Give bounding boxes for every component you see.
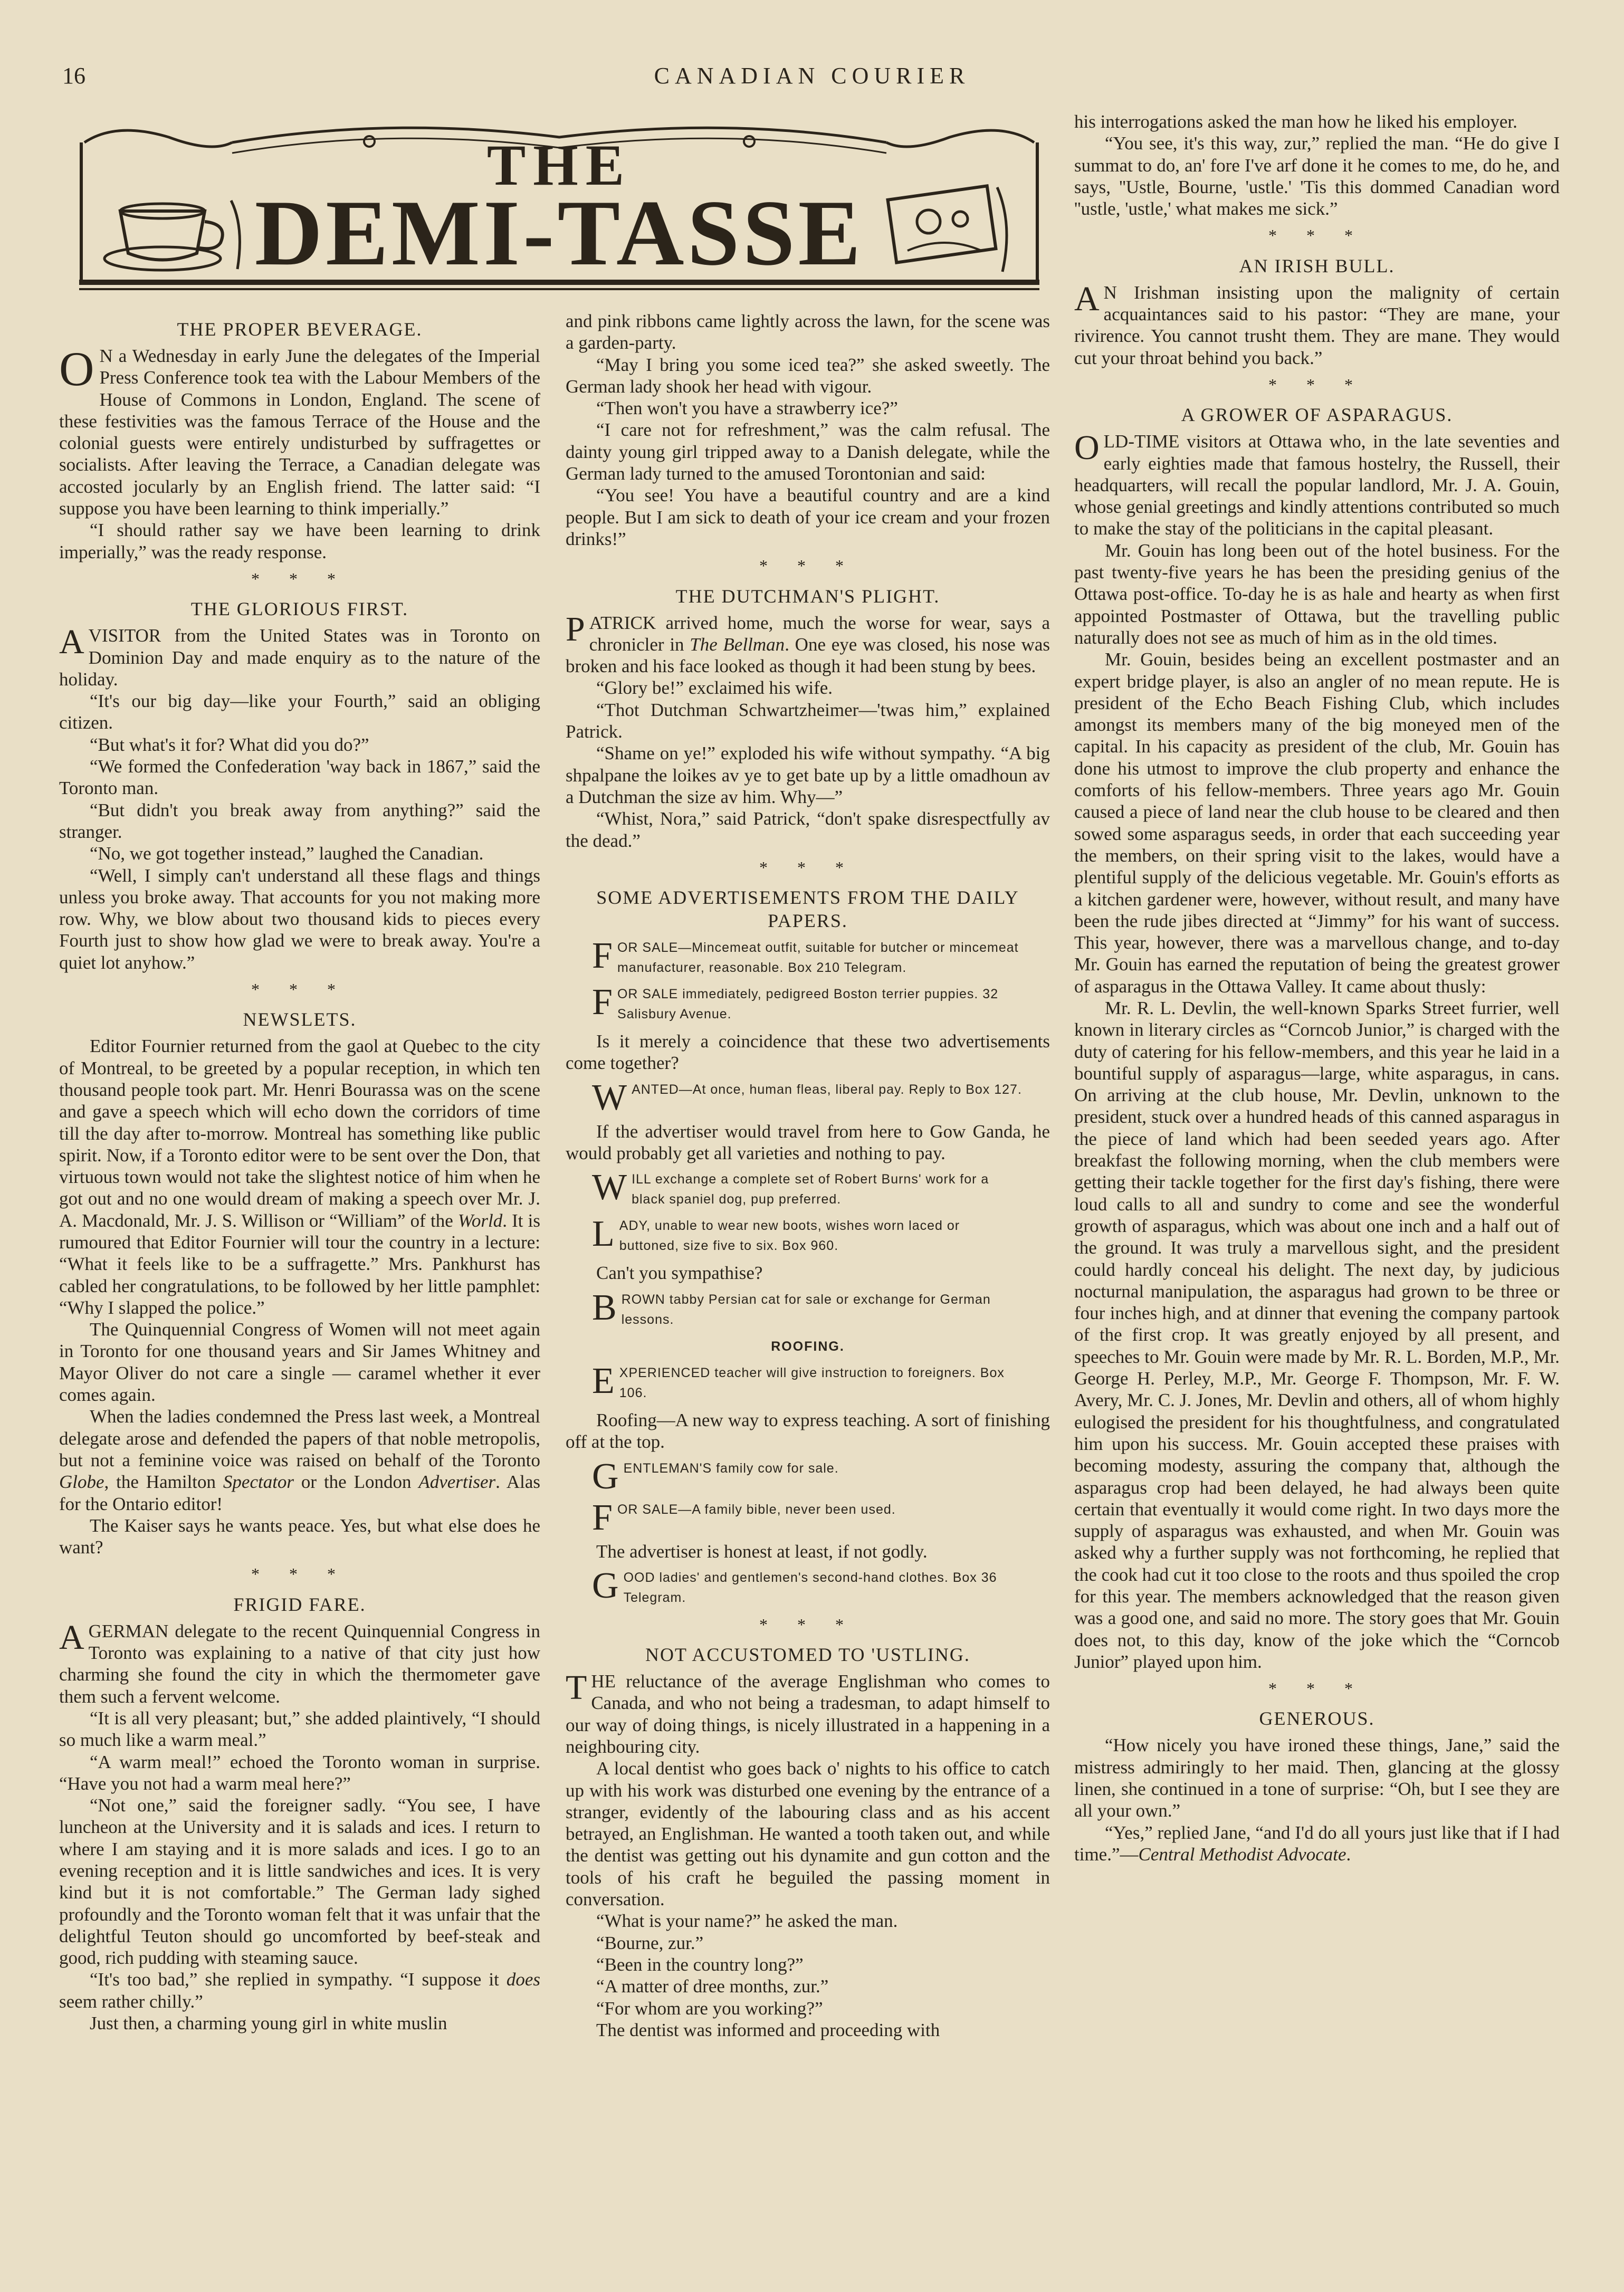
section-title-glorious-first: THE GLORIOUS FIRST. [190, 598, 409, 620]
drop-cap: A [59, 1618, 84, 1657]
section-title-irish-bull: AN IRISH BULL. [1239, 255, 1395, 276]
classified-ad: FOR SALE immediately, pedigreed Boston terrier puppies. 32 Salisbury Avenue. [592, 982, 999, 1023]
paragraph: The Quinquennial Congress of Women will not meet again in Toronto for one thousand years and Sir James Whitney and Mayor Oliver do not care a single — caramel whether it ever comes again. [59, 1319, 540, 1406]
paragraph: “I care not for refreshment,” was the calm refusal. The dainty young girl tripped away to a Danish delegate, while the German lady turned to the amused Torontonian and said: [566, 419, 1050, 484]
paragraph: and pink ribbons came lightly across the lawn, for the scene was a garden-party. [566, 311, 1050, 354]
drop-cap: P [566, 609, 585, 648]
paragraph: O N a Wednesday in early June the delegates of the Imperial Press Conference took tea with the Labour Members of the House of Commons in London, England. The scene of these festivities was the famous Terrace of the House and the colonial guests were entirely undisturbed by suffragettes or socialists. After leaving the Terrace, a Canadian delegate was accosted jocularly by an English friend. The latter said: “I suppose you have been learning to think imperially.” [59, 342, 540, 519]
section-title-newslets: NEWSLETS. [243, 1009, 357, 1030]
section-title-frigid-fare: FRIGID FARE. [233, 1593, 366, 1615]
section-divider: * * * [251, 569, 348, 588]
paragraph: “May I bring you some iced tea?” she asked sweetly. The German lady shook her head with vigour. [566, 354, 1050, 397]
section-divider: * * * [1268, 226, 1365, 245]
paragraph: Is it merely a coincidence that these two advertisements come together? [566, 1031, 1050, 1074]
paragraph: “Well, I simply can't understand all these flags and things unless you broke away. That accounts for you not making more row. Why, we blow about two thousand kids to pieces every Fourth just to show how glad we were to break away. You're a quiet lot anyhow.” [59, 865, 540, 973]
paragraph: If the advertiser would travel from here to Gow Ganda, he would probably get all varieties and nothing to pay. [566, 1121, 1050, 1164]
paragraph: “For whom are you working?” [596, 1998, 823, 2019]
section-title-proper-beverage: THE PROPER BEVERAGE. [177, 319, 423, 340]
paragraph: “It's too bad,” she replied in sympathy. “I suppose it does seem rather chilly.” [59, 1969, 540, 2012]
paragraph: “But what's it for? What did you do?” [90, 734, 369, 755]
paragraph: “Thot Dutchman Schwartzheimer—'twas him,” explained Patrick. [566, 699, 1050, 742]
paragraph: Mr. Gouin, besides being an excellent postmaster and an expert bridge player, is also an angler of no mean repute. He is president of the Echo Beach Fishing Club, which includes amongst its members many of the big moneyed men of the capital. In his capacity as president of the club, Mr. Gouin has done his utmost to improve the club property and enhance the comforts of his fellow-members. Three years ago Mr. Gouin caused a piece of land near the club house to be cleared and then sowed some asparagus seeds, in order that each succeeding year the members, on their spring visit to the lakes, would have a plentiful supply of the delicious vegetable. Mr. Gouin's efforts as a kitchen gardener were, however, without result, and many have been the rude jibes directed at “Jimmy” for his want of success. This year, however, there was a marvellous change, and to-day Mr. Gouin has earned the reputation of being the greatest grower of asparagus in the Ottawa Valley. It came about thusly: [1074, 649, 1560, 997]
paragraph: AVISITOR from the United States was in Toronto on Dominion Day and made enquiry as to the nature of the holiday. [59, 623, 540, 690]
paragraph: “You see! You have a beautiful country and are a kind people. But I am sick to death of your ice cream and your frozen drinks!” [566, 485, 1050, 549]
drop-cap: T [566, 1668, 587, 1707]
paragraph: Just then, a charming young girl in white muslin [90, 2013, 447, 2034]
classified-ad: EXPERIENCED teacher will give instruction to foreigners. Box 106. [592, 1360, 1005, 1401]
running-head: CANADIAN COURIER [654, 63, 970, 89]
paragraph: A N Irishman insisting upon the malignity of certain acquaintances said to his pastor: “They are mane, your rivirence. You cannot trusht them. They are mane. They would cut your throat behind you back.” [1074, 279, 1560, 368]
classified-ad: FOR SALE—Mincemeat outfit, suitable for butcher or mincemeat manufacturer, reasonable. Box 210 Telegram. [592, 935, 1019, 977]
classified-ad: FOR SALE—A family bible, never been used. [592, 1497, 896, 1538]
column-1 [59, 310, 540, 2034]
paragraph: Can't you sympathise? [596, 1263, 763, 1284]
paragraph: “But didn't you break away from anything?” said the stranger. [59, 799, 540, 842]
paragraph: “Bourne, zur.” [596, 1932, 704, 1953]
section-title-generous: GENEROUS. [1259, 1708, 1375, 1730]
paragraph: “It is all very pleasant; but,” she added plaintively, “I should so much like a warm meal.” [59, 1707, 540, 1751]
drop-cap: O [1074, 428, 1100, 467]
column-3 [1074, 111, 1560, 1865]
drop-cap: O [59, 342, 94, 396]
paragraph: Mr. R. L. Devlin, the well-known Sparks Street furrier, well known in literary circles as “Corncob Junior,” is charged with the duty of catering for his fellow-members, and this year he laid in a bountiful supply of asparagus—large, white asparagus, in cans. On arriving at the club house, Mr. Devlin, unknown to the president, stuck over a hundred heads of this canned asparagus in the piece of land which had been seeded years ago. After breakfast the following morning, when the club members were getting their tackle together for the first day's fishing, there were loud calls to all and sundry to come and see the wonderful growth of asparagus, which was about one inch and a half out of the ground. It was truly a marvellous sight, and the president could hardly conceal his delight. The next day, by judicious nocturnal manipulation, the asparagus had grown to be three or four inches high, and at dinner that evening the company partook of the first crop. It was greatly enjoyed by all present, and speeches to Mr. Gouin were made by Mr. R. L. Borden, M.P., Mr. George H. Perley, M.P., Mr. George F. Thompson, Mr. F. W. Avery, Mr. C. J. Jones, Mr. Devlin and others, all of whom highly eulogised the president for his thoughtfulness, and congratulated him upon his success. Mr. Gouin accepted these praises with becoming modesty, assuring the company that, although the asparagus crop had been delayed, he had always been quite certain that eventually it would come right. In two days more the supply of asparagus was exhausted, and when Mr. Gouin was asked why a further supply was not forthcoming, he replied that the cook had cut it too close to the roots and thus spoiled the crop for this year. The members acknowledged that the reason given was a good one, and said no more. The story goes that Mr. Gouin does not, to this day, know of the joke which the “Corncob Junior” played upon him. [1074, 997, 1560, 1672]
paragraph: The dentist was informed and proceeding with [596, 2019, 940, 2040]
paragraph: PATRICK arrived home, much the worse for wear, says a chronicler in The Bellman. One eye was closed, his nose was broken and his face looked as though it had been stung by bees. [566, 609, 1050, 677]
section-divider: * * * [759, 857, 856, 877]
paragraph: his interrogations asked the man how he liked his employer. [1074, 111, 1517, 132]
classified-ad: WANTED—At once, human fleas, liberal pay. Reply to Box 127. [592, 1077, 1022, 1118]
classified-ad: GENTLEMAN'S family cow for sale. [592, 1456, 839, 1497]
drop-cap: A [59, 623, 84, 662]
banner-title: DEMI-TASSE [254, 180, 864, 285]
classified-ad: WILL exchange a complete set of Robert Burns' work for a black spaniel dog, pup preferred. [592, 1167, 989, 1208]
section-title-advertisements: SOME ADVERTISEMENTS FROM THE DAILY PAPERS. [596, 887, 1019, 932]
section-title-not-accustomed: NOT ACCUSTOMED TO 'USTLING. [645, 1644, 970, 1666]
section-divider: * * * [759, 556, 856, 576]
classified-ad: BROWN tabby Persian cat for sale or exchange for German lessons. [592, 1287, 991, 1328]
paragraph: “Then won't you have a strawberry ice?” [596, 398, 898, 419]
title-banner [74, 121, 1045, 295]
paragraph: “Glory be!” exclaimed his wife. [596, 677, 833, 699]
column-2 [566, 310, 1050, 2041]
section-divider: * * * [251, 980, 348, 999]
paragraph: “I should rather say we have been learning to drink imperially,” was the ready response. [59, 520, 540, 562]
paragraph: “No, we got together instead,” laughed the Canadian. [90, 843, 484, 864]
paragraph: Roofing—A new way to express teaching. A sort of finishing off at the top. [566, 1409, 1050, 1453]
classified-ad: GOOD ladies' and gentlemen's second-hand clothes. Box 36 Telegram. [592, 1565, 997, 1606]
classified-ad: LADY, unable to wear new boots, wishes worn laced or buttoned, size five to six. Box 960. [592, 1214, 960, 1255]
section-divider: * * * [1268, 375, 1365, 394]
page-number: 16 [62, 63, 85, 89]
section-title-asparagus: A GROWER OF ASPARAGUS. [1181, 404, 1453, 426]
paragraph: “A matter of dree months, zur.” [596, 1976, 829, 1997]
ad-subheading: ROOFING. [771, 1339, 845, 1354]
paragraph: OLD-TIME visitors at Ottawa who, in the late seventies and early eighties made that famous hostelry, the Russell, their headquarters, will recall the popular landlord, Mr. J. A. Gouin, whose genial greetings and kindly attentions contributed so much to make the stay of the politicians in the capital pleasant. [1074, 428, 1560, 539]
paragraph: AGERMAN delegate to the recent Quinquennial Congress in Toronto was explaining to a native of that city just how charming she found the city in which the thermometer gave them such a fervent welcome. [59, 1618, 540, 1707]
section-title-dutchmans-plight: THE DUTCHMAN'S PLIGHT. [675, 585, 940, 607]
section-divider: * * * [1268, 1679, 1365, 1698]
paragraph: Editor Fournier returned from the gaol at Quebec to the city of Montreal, to be greeted by a popular reception, in which ten thousand people took part. Mr. Henri Bourassa was on the scene and gave a speech which will echo down the corridors of time till the day after to-morrow. Montreal has something like public spirit. Now, if a Toronto editor were to be sent over the Don, that virtuous town would not take the slightest notice of him when he got out and no one would dream of making a speech over Mr. J. A. Macdonald, Mr. J. S. Willison or “William” of the World. It is rumoured that Editor Fournier will tour the country in a lecture: “What it feels like to be a suffragette.” Mrs. Pankhurst has cabled her congratulations, to be followed by her little pamphlet: “Why I slapped the police.” [59, 1036, 540, 1318]
paragraph: “What is your name?” he asked the man. [596, 1911, 898, 1932]
paragraph: “A warm meal!” echoed the Toronto woman in surprise. “Have you not had a warm meal here?” [59, 1751, 540, 1794]
paragraph: “Whist, Nora,” said Patrick, “don't spake disrespectfully av the dead.” [566, 808, 1050, 851]
paragraph: THE reluctance of the average Englishman who comes to Canada, and who not being a tradesman, to adapt himself to our way of doing things, is nicely illustrated in a happening in a neighbouring city. [566, 1668, 1050, 1757]
paragraph: “We formed the Confederation 'way back in 1867,” said the Toronto man. [59, 756, 540, 799]
drop-cap: A [1074, 279, 1100, 318]
paragraph: “You see, it's this way, zur,” replied the man. “He do give I summat to do, an' fore I've arf done it he comes to me, do he, and says, ''Ustle, Bourne, 'ustle.' 'Tis this dommed Canadian word ''ustle, 'ustle,' what makes me sick.” [1074, 133, 1560, 219]
paragraph: A local dentist who goes back o' nights to his office to catch up with his work was disturbed one evening by the entrance of a stranger, evidently of the labouring class and as his accent betrayed, an Englishman. He wanted a tooth taken out, and while the dentist was getting out his dynamite and gun cotton and the tools of his craft he beguiled the passing moment in conversation. [566, 1758, 1050, 1910]
paragraph: “It's our big day—like your Fourth,” said an obliging citizen. [59, 691, 540, 733]
paragraph: The advertiser is honest at least, if not godly. [596, 1541, 928, 1562]
banner-the: THE [486, 133, 632, 197]
paragraph: “Not one,” said the foreigner sadly. “You see, I have luncheon at the University and it is salads and ices. I return to where I am staying and it is more salads and ices. I go to an evening reception and it is little sandwiches and ices. It is very kind but it is not comfortable.” The German lady sighed profoundly and the Toronto woman felt that it was unfair that the delightful Teuton should go uncomforted by beef-steak and good, rich pudding with steaming sauce. [59, 1795, 540, 1969]
section-divider: * * * [251, 1564, 348, 1584]
paragraph: Mr. Gouin has long been out of the hotel business. For the past twenty-five years he has been the presiding genius of the Ottawa post-office. To-day he is as hale and hearty as when first appointed Postmaster of Ottawa, but the travelling public naturally does not see as much of him as in the old times. [1074, 540, 1560, 648]
paragraph: When the ladies condemned the Press last week, a Montreal delegate arose and defended the papers of that noble metropolis, but not a feminine voice was raised on behalf of the Toronto Globe, the Hamilton Spectator or the London Advertiser. Alas for the Ontario editor! [59, 1406, 541, 1514]
paragraph: “Yes,” replied Jane, “and I'd do all yours just like that if I had time.”—Central Methodist Advocate. [1074, 1822, 1560, 1865]
paragraph: The Kaiser says he wants peace. Yes, but what else does he want? [59, 1515, 540, 1558]
paragraph: “How nicely you have ironed these things, Jane,” said the mistress admiringly to her maid. Then, glancing at the glossy linen, she continued in a tone of surprise: “Oh, but I see they are all your own.” [1074, 1735, 1560, 1821]
paragraph: “Shame on ye!” exploded his wife without sympathy. “A big shpalpane the loikes av ye to get bate up by a little omadhoun av a Dutchman the size av him. Why—” [566, 743, 1050, 807]
section-divider: * * * [759, 1615, 856, 1634]
paragraph: “Been in the country long?” [596, 1954, 804, 1975]
